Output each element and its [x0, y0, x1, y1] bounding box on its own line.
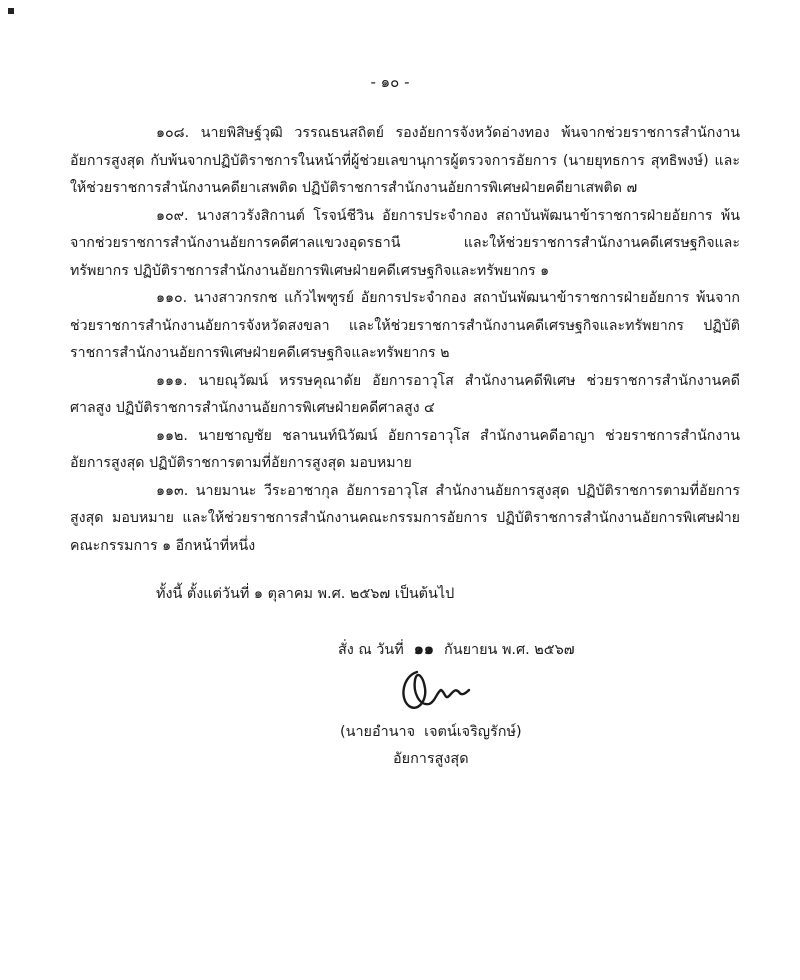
- order-item-110: ๑๑๐. นางสาวกรกช แก้วไพฑูรย์ อัยการประจำกอง สถาบันพัฒนาข้าราชการฝ่ายอัยการ พ้นจากช่วยราชการสำนักงานอัยการจังหวัดสงขลา และให้ช่วยราชการสำนักงานคดีเศรษฐกิจและทรัพยากร ปฏิบัติราชการสำนักงานอัยการพิเศษฝ่ายคดีเศรษฐกิจและทรัพยากร ๒: [70, 290, 740, 361]
- signature-image: [395, 662, 505, 717]
- scan-corner-mark: [8, 8, 14, 14]
- order-item-108: ๑๐๘. นายพิสิษฐ์วุฒิ วรรณธนสถิตย์ รองอัยการจังหวัดอ่างทอง พ้นจากช่วยราชการสำนักงานอัยการสูงสุด กับพ้นจากปฏิบัติราชการในหน้าที่ผู้ช่วยเลขานุการผู้ตรวจการอัยการ (นายยุทธการ สุทธิพงษ์) และให้ช่วยราชการสำนักงานคดียาเสพติด ปฏิบัติราชการสำนักงานอัยการพิเศษฝ่ายคดียาเสพติด ๗: [70, 125, 740, 196]
- order-date-line: [338, 637, 575, 662]
- order-date-prefix: สั่ง ณ วันที่: [338, 642, 404, 658]
- order-date-day: ๑๑: [413, 639, 435, 658]
- order-body: [70, 120, 740, 560]
- order-item-109: ๑๐๙. นางสาวรังสิกานต์ โรจน์ชีวิน อัยการประจำกอง สถาบันพัฒนาข้าราชการฝ่ายอัยการ พ้นจากช่วยราชการสำนักงานอัยการคดีศาลแขวงอุดรธานี และให้ช่วยราชการสำนักงานคดีเศรษฐกิจและทรัพยากร ปฏิบัติราชการสำนักงานอัยการพิเศษฝ่ายคดีเศรษฐกิจและทรัพยากร ๑: [70, 207, 740, 279]
- signer-title: อัยการสูงสุด: [393, 751, 469, 767]
- order-item-112: ๑๑๒. นายชาญชัย ชลานนท์นิวัฒน์ อัยการอาวุโส สำนักงานคดีอาญา ช่วยราชการสำนักงานอัยการสูงสุด ปฏิบัติราชการตามที่อัยการสูงสุด มอบหมาย: [70, 427, 740, 471]
- order-date-month-year: กันยายน พ.ศ. ๒๕๖๗: [444, 642, 575, 658]
- order-item-113: ๑๑๓. นายมานะ วีระอาชากุล อัยการอาวุโส สำนักงานอัยการสูงสุด ปฏิบัติราชการตามที่อัยการสูงสุด มอบหมาย และให้ช่วยราชการสำนักงานคณะกรรมการอัยการ ปฏิบัติราชการสำนักงานอัยการพิเศษฝ่ายคณะกรรมการ ๑ อีกหน้าที่หนึ่ง: [70, 482, 740, 554]
- order-item-111: ๑๑๑. นายณุวัฒน์ หรรษคุณาดัย อัยการอาวุโส สำนักงานคดีพิเศษ ช่วยราชการสำนักงานคดีศาลสูง ปฏิบัติราชการสำนักงานอัยการพิเศษฝ่ายคดีศาลสูง ๔: [70, 372, 740, 416]
- effective-date-statement: ทั้งนี้ ตั้งแต่วันที่ ๑ ตุลาคม พ.ศ. ๒๕๖๗ เป็นต้นไป: [156, 586, 455, 602]
- page-number: - ๑๐ -: [370, 73, 410, 91]
- signer-name: (นายอำนาจ เจตน์เจริญรักษ์): [340, 724, 522, 740]
